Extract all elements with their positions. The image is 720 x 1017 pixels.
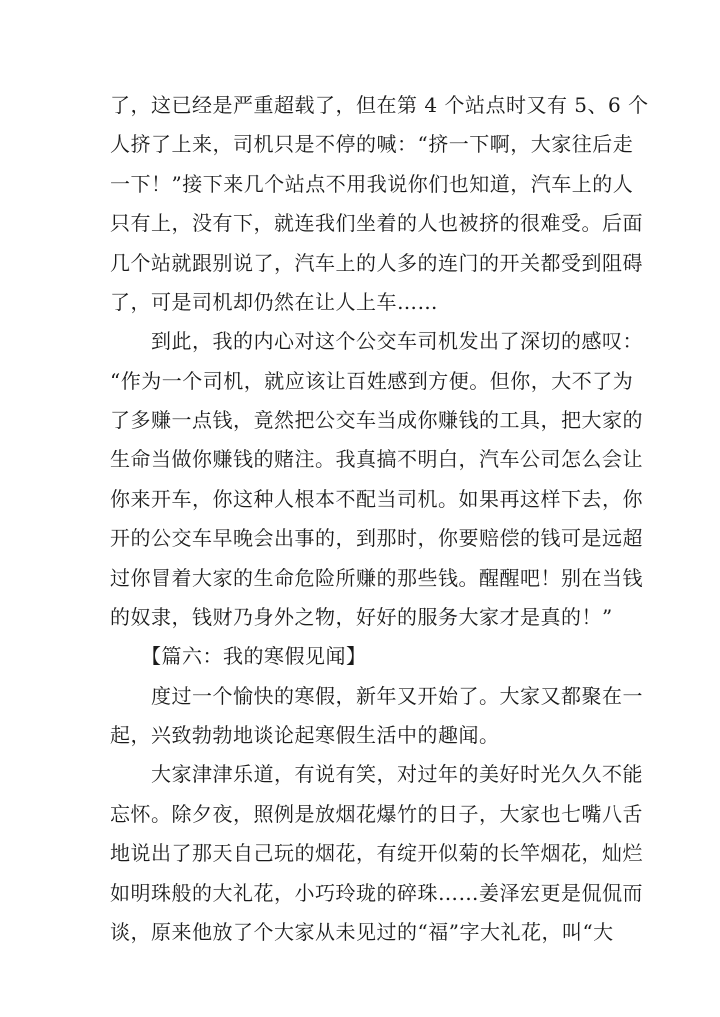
text-line: 如明珠般的大礼花，小巧玲珑的碎珠……姜泽宏更是侃侃而 (110, 881, 643, 905)
text-line: 了，可是司机却仍然在让人上车…… (110, 290, 438, 314)
text-line: 过你冒着大家的生命危险所赚的那些钱。醒醒吧！别在当钱 (110, 566, 643, 590)
text-line: 忘怀。除夕夜，照例是放烟花爆竹的日子，大家也七嘴八舌 (110, 802, 643, 826)
text-line: 起，兴致勃勃地谈论起寒假生活中的趣闻。 (110, 723, 500, 747)
text-line: 几个站就跟别说了，汽车上的人多的连门的开关都受到阻碍 (110, 251, 643, 275)
text-line: 大家津津乐道，有说有笑，对过年的美好时光久久不能 (110, 762, 643, 786)
text-line: 的奴隶，钱财乃身外之物，好好的服务大家才是真的！” (110, 605, 613, 629)
text-line: 了多赚一点钱，竟然把公交车当成你赚钱的工具，把大家的 (110, 408, 643, 432)
text-line: 你来开车，你这种人根本不配当司机。如果再这样下去，你 (110, 487, 643, 511)
text-line: 地说出了那天自己玩的烟花，有绽开似菊的长竿烟花，灿烂 (110, 841, 643, 865)
section-heading: 【篇六：我的寒假见闻】 (110, 644, 367, 668)
text-line: 只有上，没有下，就连我们坐着的人也被挤的很难受。后面 (110, 211, 643, 235)
text-line: 人挤了上来，司机只是不停的喊：“挤一下啊，大家往后走 (110, 132, 634, 156)
text-line: 到此，我的内心对这个公交车司机发出了深切的感叹： (110, 329, 643, 353)
text-line: 谈，原来他放了个大家从未见过的“福”字大礼花，叫“大 (110, 920, 614, 944)
text-line: 生命当做你赚钱的赌注。我真搞不明白，汽车公司怎么会让 (110, 447, 643, 471)
text-line: “作为一个司机，就应该让百姓感到方便。但你，大不了为 (110, 369, 634, 393)
text-line: 开的公交车早晚会出事的，到那时，你要赔偿的钱可是远超 (110, 526, 643, 550)
text-line: 一下！”接下来几个站点不用我说你们也知道，汽车上的人 (110, 172, 634, 196)
text-line: 度过一个愉快的寒假，新年又开始了。大家又都聚在一 (110, 684, 643, 708)
text-line: 了，这已经是严重超载了，但在第 4 个站点时又有 5、6 个 (110, 93, 649, 117)
